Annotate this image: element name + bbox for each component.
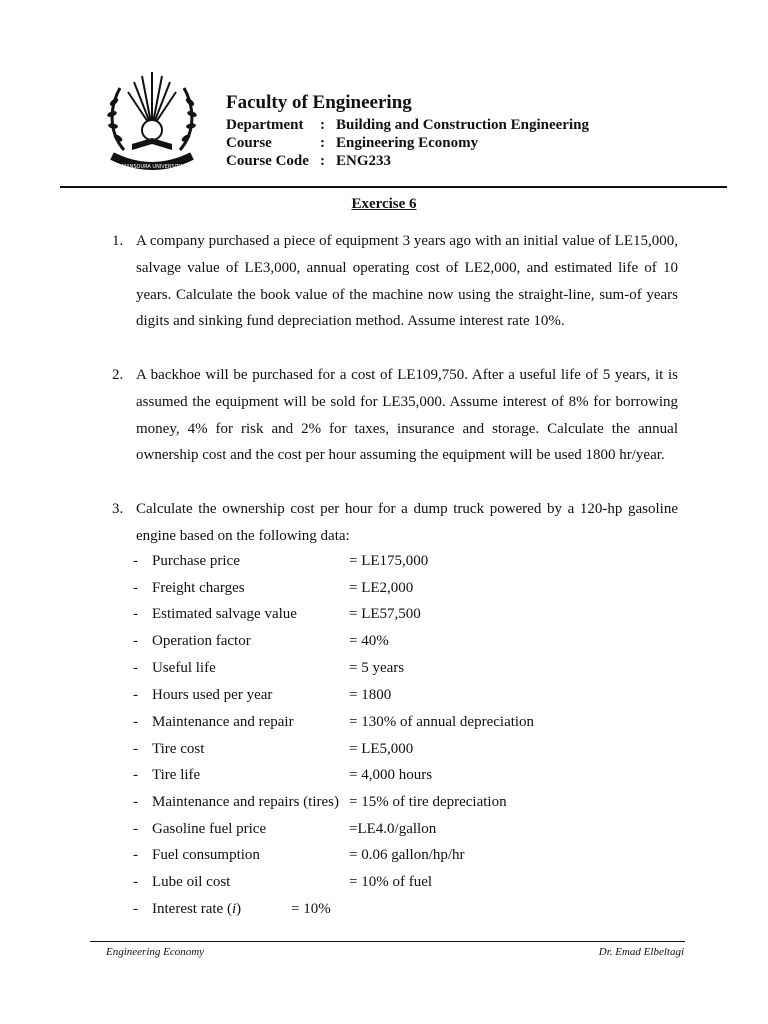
footer-divider bbox=[90, 941, 685, 942]
question-number: 3. bbox=[112, 501, 124, 517]
question-2 bbox=[112, 362, 678, 469]
department-row: Department : Building and Construction Engineering bbox=[226, 117, 589, 133]
university-logo bbox=[104, 58, 200, 176]
course-key: Course bbox=[226, 135, 272, 151]
footer-author: Dr. Emad Elbeltagi bbox=[598, 946, 684, 958]
course-code-key: Course Code bbox=[226, 153, 309, 169]
question-number: 1. bbox=[112, 233, 124, 249]
question-text: A company purchased a piece of equipment 3 years ago with an initial value of LE15,000, salvage value of LE3,000, annual operating cost of LE2,000, and estimated life of 10 years. Calculate the book value of the machine now using the straight-line, sum-of years digits and sinking fund depreciation method. Assume interest rate 10%. bbox=[136, 233, 678, 330]
department-value: Building and Construction Engineering bbox=[336, 117, 589, 133]
question-number: 2. bbox=[112, 367, 124, 383]
question-text: A backhoe will be purchased for a cost of LE109,750. After a useful life of 5 years, it is assumed the equipment will be sold for LE35,000. Assume interest of 8% for borrowing money, 4% for risk and 2% for taxes, insurance and storage. Calculate the annual ownership cost and the cost per hour assuming the equipment will be used 1800 hr/year. bbox=[136, 367, 678, 464]
question-3 bbox=[112, 496, 678, 550]
question-1 bbox=[112, 228, 678, 335]
logo-text: MANSOURA UNIVERSITY bbox=[121, 164, 183, 170]
exercise-title: Exercise 6 bbox=[351, 196, 417, 212]
question-text: Calculate the ownership cost per hour for a dump truck powered by a 120-hp gasoline engine based on the following data: bbox=[136, 501, 678, 544]
course-row: Course : Engineering Economy bbox=[226, 135, 479, 151]
department-key: Department bbox=[226, 117, 304, 133]
faculty-title: Faculty of Engineering bbox=[226, 92, 412, 113]
course-value: Engineering Economy bbox=[336, 135, 479, 151]
course-code-value: ENG233 bbox=[336, 153, 392, 169]
footer-course: Engineering Economy bbox=[106, 946, 205, 958]
header-divider bbox=[60, 186, 727, 188]
course-code-row: Course Code : ENG233 bbox=[226, 153, 392, 169]
